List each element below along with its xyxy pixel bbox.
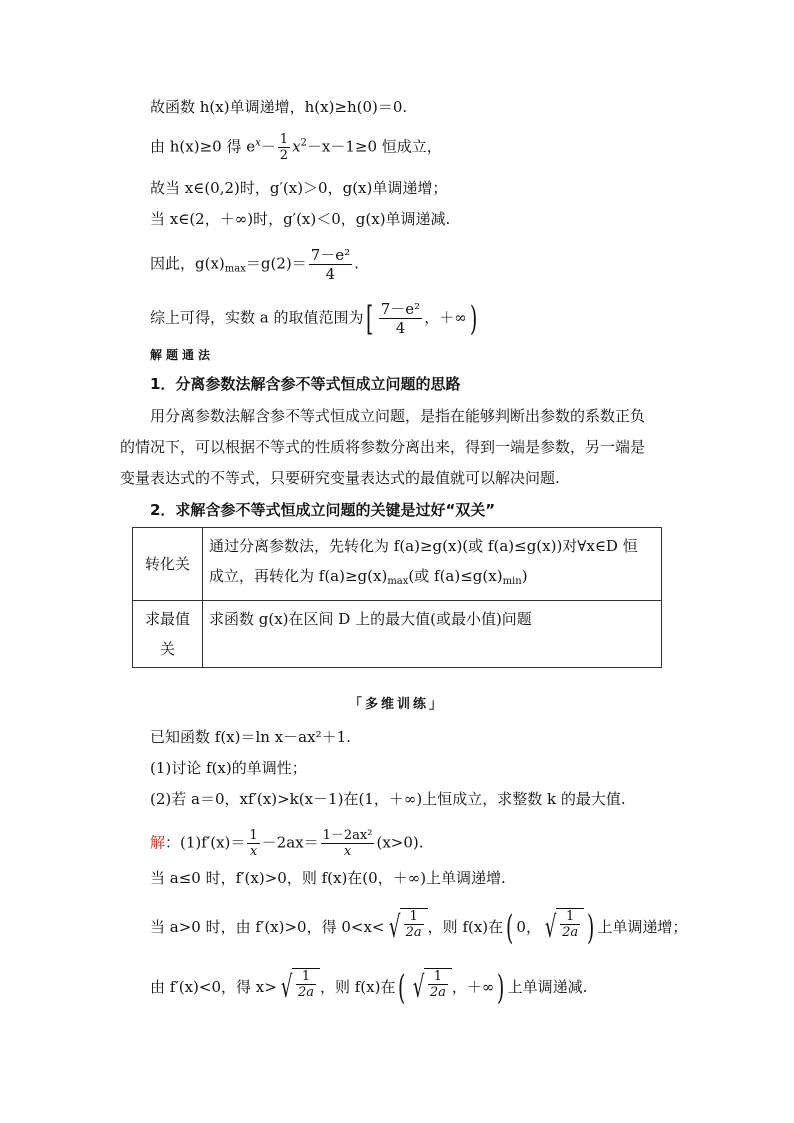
double-gate-table [132,527,662,668]
fraction-num: 1 [249,828,258,843]
table-value-cell [203,528,662,601]
line-2-minus: － [260,137,276,156]
training-heading: 「多维训练」 [348,697,445,712]
line-4 [150,209,450,229]
fraction-den: 2a [562,925,579,940]
solution-part-b: －2ax＝ [261,833,319,852]
solution-label: 解 [150,833,166,852]
sqrt-body [556,908,584,948]
solution-part-c: (x>0). [376,833,424,852]
line-2-exp: x [255,137,261,149]
line-6 [150,300,480,337]
line-5-part-b: ＝g(2)＝ [245,254,307,273]
solution-line-3 [150,908,687,948]
line-3 [150,178,447,198]
radical-icon: √ [280,970,293,1005]
fraction-num: 7－e² [380,300,421,318]
table-key-cell [133,601,203,668]
question-intro: 已知函数 f(x)＝ln x－ax²＋1. [150,728,351,746]
sqrt-expression [385,908,428,948]
table-value-part-c: ) [521,567,528,585]
solution-3-part-c: 0， [516,918,541,936]
line-2-x: x [292,137,301,156]
solution-4-part-b: ，则 f(x)在 [319,978,396,996]
line-6-part-a: 综上可得，实数 a 的取值范围为 [150,308,364,327]
line-1-text: 故函数 h(x)单调递增，h(x)≥h(0)＝0. [150,98,408,116]
line-5-period: . [354,254,359,273]
fraction-den: 2 [279,148,289,163]
fraction-range [379,300,422,337]
fraction-num: 1 [279,132,289,147]
right-paren-icon: ) [469,298,477,339]
table-row [133,601,662,668]
line-2-sq: 2 [300,137,307,149]
fraction-7-e2-over-4 [309,246,352,283]
fraction-den: x [343,844,352,859]
left-bracket-icon: [ [366,298,374,339]
radical-icon: √ [388,910,400,945]
method-heading: 解题通法 [150,348,215,362]
fraction-half [278,132,290,163]
fraction-1-over-2a [560,909,580,940]
sqrt-expression [409,968,452,1008]
question-part-1: (1)讨论 f(x)的单调性； [150,759,307,777]
solution-part-a: ：(1)f′(x)＝ [165,833,246,852]
fraction-den: x [249,844,258,859]
table-sub-max: max [387,576,409,587]
sqrt-body [424,968,452,1008]
table-value-part-a: 成立，再转化为 f(a)≥g(x) [209,567,388,585]
line-2-rest: －x－1≥0 恒成立， [306,137,442,156]
table-sub-min: min [502,576,522,587]
method-para-line-3: 变量表达式的不等式，只要研究变量表达式的最值就可以解决问题. [120,469,560,487]
solution-4-part-c: ，＋∞ [451,978,495,996]
fraction-1-over-2a [296,969,316,1000]
method-item-1-title: 1．分离参数法解含参不等式恒成立问题的思路 [150,375,461,393]
solution-3-part-b: ，则 f(x)在 [427,918,504,936]
method-para-line-1: 用分离参数法解含参不等式恒成立问题，是指在能够判断出参数的系数正负 [150,407,646,425]
line-3-text: 故当 x∈(0,2)时，g′(x)＞0，g(x)单调递增； [150,179,448,197]
table-value-cell [203,601,662,668]
solution-4-part-a: 由 f′(x)<0，得 x> [150,978,277,996]
line-5 [150,246,359,283]
line-4-text: 当 x∈(2，＋∞)时，g′(x)＜0，g(x)单调递减. [150,210,451,228]
fraction-1-over-x [247,828,259,859]
right-paren-icon: ) [497,968,505,1008]
fraction-den: 2a [429,985,446,1000]
fraction-num: 1 [428,969,448,985]
fraction-num: 1 [560,909,580,925]
sqrt-expression [277,968,320,1008]
solution-3-part-a: 当 a>0 时，由 f′(x)>0，得 0<x< [150,918,385,936]
line-1 [150,97,407,117]
table-key-line-2: 关 [159,640,175,658]
solution-4-part-d: 上单调递减. [507,978,588,996]
table-value-part-b: (或 f(a)≤g(x) [408,567,503,585]
fraction-den: 2a [297,985,314,1000]
fraction-1-over-2a [404,909,424,940]
sqrt-body [292,968,320,1008]
fraction-1-over-2a [428,969,448,1000]
solution-line-4 [150,968,587,1008]
line-2 [150,132,442,163]
fraction-num: 1 [296,969,316,985]
radical-icon: √ [544,910,557,945]
method-item-2-title: 2．求解含参不等式恒成立问题的关键是过好“双关” [150,501,496,519]
fraction-num: 1 [404,909,424,925]
fraction-num: 1－2ax² [322,828,373,843]
table-row [133,528,662,601]
left-paren-icon: ( [506,908,514,948]
table-value-line-2 [209,561,655,597]
line-2-part-a: 由 h(x)≥0 得 e [150,137,256,156]
line-5-part-a: 因此，g(x) [150,254,225,273]
right-paren-icon: ) [587,908,595,948]
fraction-den: 2a [405,925,422,940]
question-part-2: (2)若 a＝0，xf′(x)>k(x－1)在(1，＋∞)上恒成立，求整数 k 的最大值. [150,790,626,808]
fraction-num: 7－e² [310,246,351,264]
table-value: 求函数 g(x)在区间 D 上的最大值(或最小值)问题 [209,610,532,628]
sqrt-expression [541,908,584,948]
table-value-line-1: 通过分离参数法，先转化为 f(a)≥g(x)(或 f(a)≤g(x))对∀x∈D 恒 [209,537,638,555]
solution-line-1 [150,828,424,859]
table-key-cell [133,528,203,601]
line-5-sub: max [224,263,246,275]
method-para-line-2: 的情况下，可以根据不等式的性质将参数分离出来，得到一端是参数，另一端是 [120,438,646,456]
fraction-den: 4 [395,319,406,337]
left-paren-icon: ( [398,968,406,1008]
table-key: 转化关 [144,555,190,573]
solution-line-2: 当 a≤0 时，f′(x)>0，则 f(x)在(0，＋∞)上单调递增. [150,869,506,887]
line-6-part-b: ，＋∞ [424,308,467,327]
solution-3-part-d: 上单调递增； [597,918,688,936]
radical-icon: √ [412,970,425,1005]
fraction-derivative [321,828,375,859]
table-key-line-1: 求最值 [144,610,190,628]
fraction-den: 4 [325,265,336,283]
sqrt-body [400,908,428,948]
